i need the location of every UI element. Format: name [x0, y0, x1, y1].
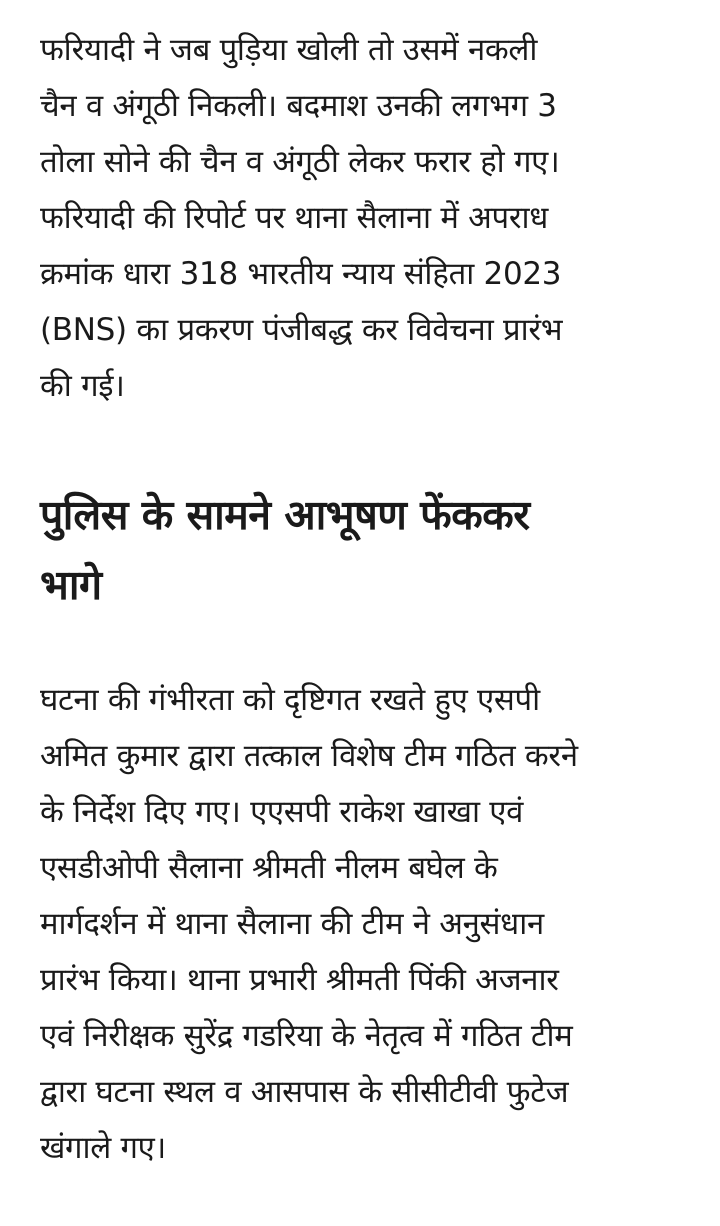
text-line: क्रमांक धारा 318 भारतीय न्याय संहिता 2023: [40, 256, 562, 292]
heading-line: भागे: [40, 561, 102, 609]
text-line: की गई।: [40, 368, 125, 404]
text-line: एवं निरीक्षक सुरेंद्र गडरिया के नेतृत्व में गठित टीम: [40, 1018, 573, 1054]
text-line: मार्गदर्शन में थाना सैलाना की टीम ने अनुसंधान: [40, 906, 544, 942]
heading-line: पुलिस के सामने आभूषण फेंककर: [40, 491, 530, 539]
text-line: खंगाले गए।: [40, 1130, 166, 1166]
text-line: घटना की गंभीरता को दृष्टिगत रखते हुए एसपी: [40, 682, 540, 718]
text-line: द्वारा घटना स्थल व आसपास के सीसीटीवी फुटेज: [40, 1074, 569, 1110]
paragraph-investigation: [40, 672, 680, 1176]
text-line: चैन व अंगूठी निकली। बदमाश उनकी लगभग 3: [40, 88, 557, 124]
section-heading: [40, 480, 680, 620]
text-line: एसडीओपी सैलाना श्रीमती नीलम बघेल के: [40, 850, 498, 886]
text-line: फरियादी की रिपोर्ट पर थाना सैलाना में अपराध: [40, 200, 548, 236]
text-line: तोला सोने की चैन व अंगूठी लेकर फरार हो गए।: [40, 144, 560, 180]
text-line: अमित कुमार द्वारा तत्काल विशेष टीम गठित करने: [40, 738, 578, 774]
paragraph-case-registration: [40, 22, 680, 414]
text-line: के निर्देश दिए गए। एएसपी राकेश खाखा एवं: [40, 794, 524, 830]
text-line: (BNS) का प्रकरण पंजीबद्ध कर विवेचना प्रारंभ: [40, 312, 563, 348]
text-line: प्रारंभ किया। थाना प्रभारी श्रीमती पिंकी अजनार: [40, 962, 559, 998]
text-line: फरियादी ने जब पुड़िया खोली तो उसमें नकली: [40, 32, 538, 68]
